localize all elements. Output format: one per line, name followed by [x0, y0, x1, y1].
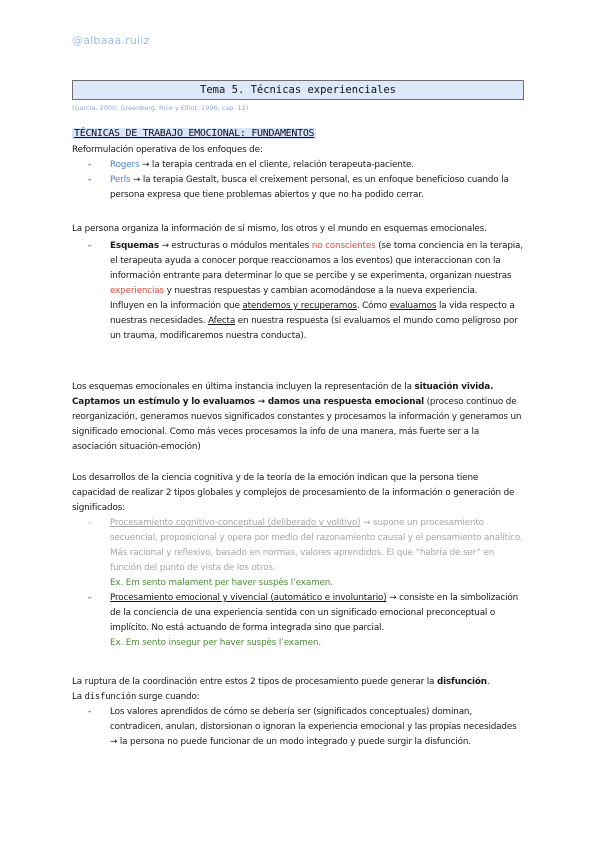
esquemas-para-b: situación vivida. Captamos un estímulo y lo evaluamos → damos una respuesta emocional — [72, 382, 494, 407]
page-title: Tema 5. Técnicas experienciales — [72, 80, 524, 100]
esquemas-red-2: experiencias — [110, 286, 164, 296]
emocional-text: → consiste en la simbolización de la conciencia de una experiencia sentida con un significado emocional preconceptual o implícito. No está actuando de forma integrada sino que parcial. — [110, 593, 519, 633]
list-item-esquemas: - Esquemas → estructuras o módulos mentales no conscientes (se toma conciencia en la terapia, el terapeuta ayuda a conocer porque reaccionamos a los eventos) que interaccionan con la información entrante para determinar lo que se percibe y se experimenta, organizan nuestras experiencias y nuestras respuestas y cambian acomodándose a la nueva experiencia. Influyen en la información que atendemos y recuperamos. Cómo evaluamos la vida respecto a nuestras necesidades. Afecta en nuestra respuesta (si evaluamos el mundo como peligroso por un trauma, modificaremos nuestra conducta). — [72, 239, 524, 344]
list-item-perls: - Perls → la terapia Gestalt, busca el creixement personal, es un enfoque beneficioso cuando la persona expresa que tiene problemas abiertos y que no ha podido cerrar. — [88, 175, 509, 200]
esquemas-text-1: → estructuras o módulos mentales — [158, 241, 312, 251]
ruptura-d: La — [72, 692, 85, 702]
ruptura-line-1 — [72, 675, 524, 690]
intro-block — [72, 143, 524, 203]
influyen-a: Influyen en la información que — [110, 301, 243, 311]
ruptura-block — [72, 675, 524, 750]
ruptura-b: disfunción — [436, 677, 487, 687]
ruptura-c: . — [486, 677, 490, 687]
citation: (García, 2000; Greenberg, Rice y Elliot, 1996, cap. 12) — [72, 104, 249, 112]
cognitivo-title: Procesamiento cognitivo-conceptual (deliberado y volitivo) — [110, 518, 361, 528]
organiza-block — [72, 222, 524, 344]
author-handle: @albaaa.ruiiz — [72, 34, 150, 47]
influyen-u2: evaluamos — [389, 301, 437, 311]
influyen-u3: Afecta — [208, 316, 236, 326]
esquemas-para-c: (proceso continuo de reorganización, generamos nuevos significados constantes y procesamos la información y generamos un significado emocional. Como más veces procesamos la info de una manera, más fuerte ser a la asociación situación-emoción) — [72, 397, 522, 452]
valores-text: Los valores aprendidos de cómo se debería ser (significados conceptuales) dominan, contradicen, anulan, distorsionan o ignoran la experiencia emocional y las propias necesidades → la persona no puede funcionar de un modo integrado y puede surgir la disfunción. — [110, 707, 517, 747]
list-item-rogers: - Rogers → la terapia centrada en el cliente, relación terapeuta-paciente. — [88, 160, 414, 170]
rogers-label: Rogers — [110, 160, 140, 170]
emocional-example: Ex. Em sento insegur per haver suspès l’examen. — [110, 638, 321, 648]
desarrollos-text: Los desarrollos de la ciencia cognitiva y de la teoría de la emoción indican que la persona tiene capacidad de realizar 2 tipos globales y complejos de procesamiento de la información o generación de significados: — [72, 473, 515, 513]
esquemas-text-3: y nuestras respuestas y cambian acomodándose a la nueva experiencia. — [163, 286, 478, 296]
emocional-title: Procesamiento emocional y vivencial (automático e involuntario) — [110, 593, 387, 603]
rogers-text: → la terapia centrada en el cliente, relación terapeuta-paciente. — [139, 160, 414, 170]
ruptura-f: surge cuando: — [136, 692, 200, 702]
influyen-b: . Cómo — [356, 301, 390, 311]
cognitivo-example: Ex. Em sento malament per haver suspès l’examen. — [110, 578, 333, 588]
organiza-text: La persona organiza la información de sí mismo, los otros y el mundo en esquemas emocionales. — [72, 224, 487, 234]
section-heading: TÉCNICAS DE TRABAJO EMOCIONAL: FUNDAMENTOS — [74, 128, 315, 139]
esquemas-red-1: no conscientes — [311, 241, 376, 251]
list-item-emocional: - Procesamiento emocional y vivencial (automático e involuntario) → consiste en la simbolización de la conciencia de una experiencia sentida con un significado emocional preconceptual o implícito. No está actuando de forma integrada sino que parcial. Ex. Em sento insegur per haver suspès l’examen. — [72, 591, 524, 651]
intro-text: Reformulación operativa de los enfoques de: — [72, 145, 263, 155]
influyen-c: la vida respecto a nuestras necesidades. — [110, 301, 515, 326]
influyen-d: en nuestra respuesta (si evaluamos el mundo como peligroso por un trauma, modificaremos nuestra conducta). — [110, 316, 518, 341]
list-item-cognitivo: - Procesamiento cognitivo-conceptual (deliberado y volitivo) → supone un procesamiento secuencial, proposicional y opera por medio del razonamiento causal y el pensamiento analítico. Más racional y reflexivo, basado en normas, valores aprendidos. El que “habría de ser” en función del punto de vista de los otros. Ex. Em sento malament per haver suspès l’examen. — [72, 516, 524, 591]
influyen-u1: atendemos y recuperamos — [242, 301, 357, 311]
desarrollos-block — [72, 471, 524, 651]
ruptura-e: disfunción — [84, 692, 137, 702]
cognitivo-text: → supone un procesamiento secuencial, proposicional y opera por medio del razonamiento causal y el pensamiento analítico. Más racional y reflexivo, basado en normas, valores aprendidos. El que “habría de ser” en función del punto de vista de los otros. — [110, 518, 523, 573]
esquemas-paragraph — [72, 380, 524, 455]
esquemas-influyen — [110, 299, 524, 344]
ruptura-line-2 — [72, 690, 524, 705]
esquemas-text-2: (se toma conciencia en la terapia, el terapeuta ayuda a conocer porque reaccionamos a los eventos) que interaccionan con la información entrante para determinar lo que se percibe y se experimenta, organizan nuestras — [110, 241, 523, 281]
list-item-valores: - Los valores aprendidos de cómo se debería ser (significados conceptuales) dominan, contradicen, anulan, distorsionan o ignoran la experiencia emocional y las propias necesidades → la persona no puede funcionar de un modo integrado y puede surgir la disfunción. — [88, 707, 517, 747]
esquemas-term: Esquemas — [110, 241, 159, 251]
ruptura-a: La ruptura de la coordinación entre estos 2 tipos de procesamiento puede generar la — [72, 677, 437, 687]
esquemas-para-a: Los esquemas emocionales en última instancia incluyen la representación de la — [72, 382, 415, 392]
perls-text: → la terapia Gestalt, busca el creixement personal, es un enfoque beneficioso cuando la persona expresa que tiene problemas abiertos y que no ha podido cerrar. — [110, 175, 509, 200]
perls-label: Perls — [110, 175, 131, 185]
